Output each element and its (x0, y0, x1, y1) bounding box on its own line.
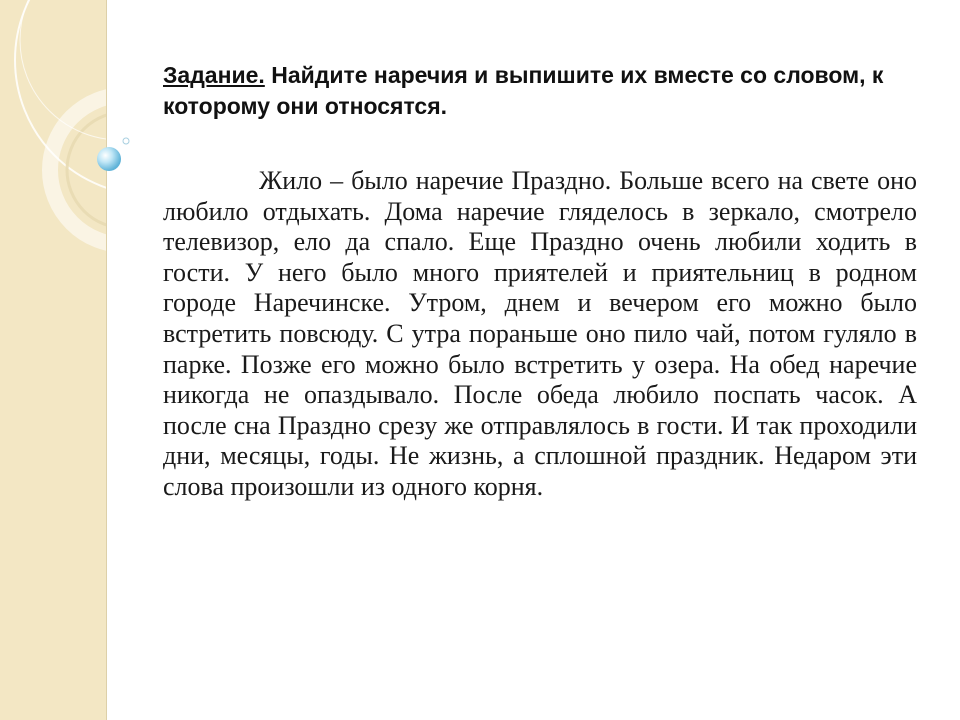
task-instruction: Найдите наречия и выпишите их вместе со словом, к которому они относятся. (163, 62, 884, 119)
blue-bead-icon (94, 144, 124, 174)
decorative-rings-graphic (0, 0, 106, 720)
small-ring-icon (121, 136, 131, 146)
decorative-sidebar (0, 0, 107, 720)
story-paragraph: Жило – было наречие Праздно. Больше всего на свете оно любило отдыхать. Дома наречие гляделось в зеркало, смотрело телевизор, ело да спало. Еще Праздно очень любили ходить в гости. У него было много приятелей и приятельниц в родном городе Наречинске. Утром, днем и вечером его можно было встретить повсюду. С утра пораньше оно пило чай, потом гуляло в парке. Позже его можно было встретить у озера. На обед наречие никогда не опаздывало. После обеда любило поспать часок. А после сна Праздно срезу же отправлялось в гости. И так проходили дни, месяцы, годы. Не жизнь, а сплошной праздник. Недаром эти слова произошли из одного корня. (163, 166, 917, 501)
task-label: Задание. (163, 62, 265, 88)
task-heading (163, 60, 923, 122)
